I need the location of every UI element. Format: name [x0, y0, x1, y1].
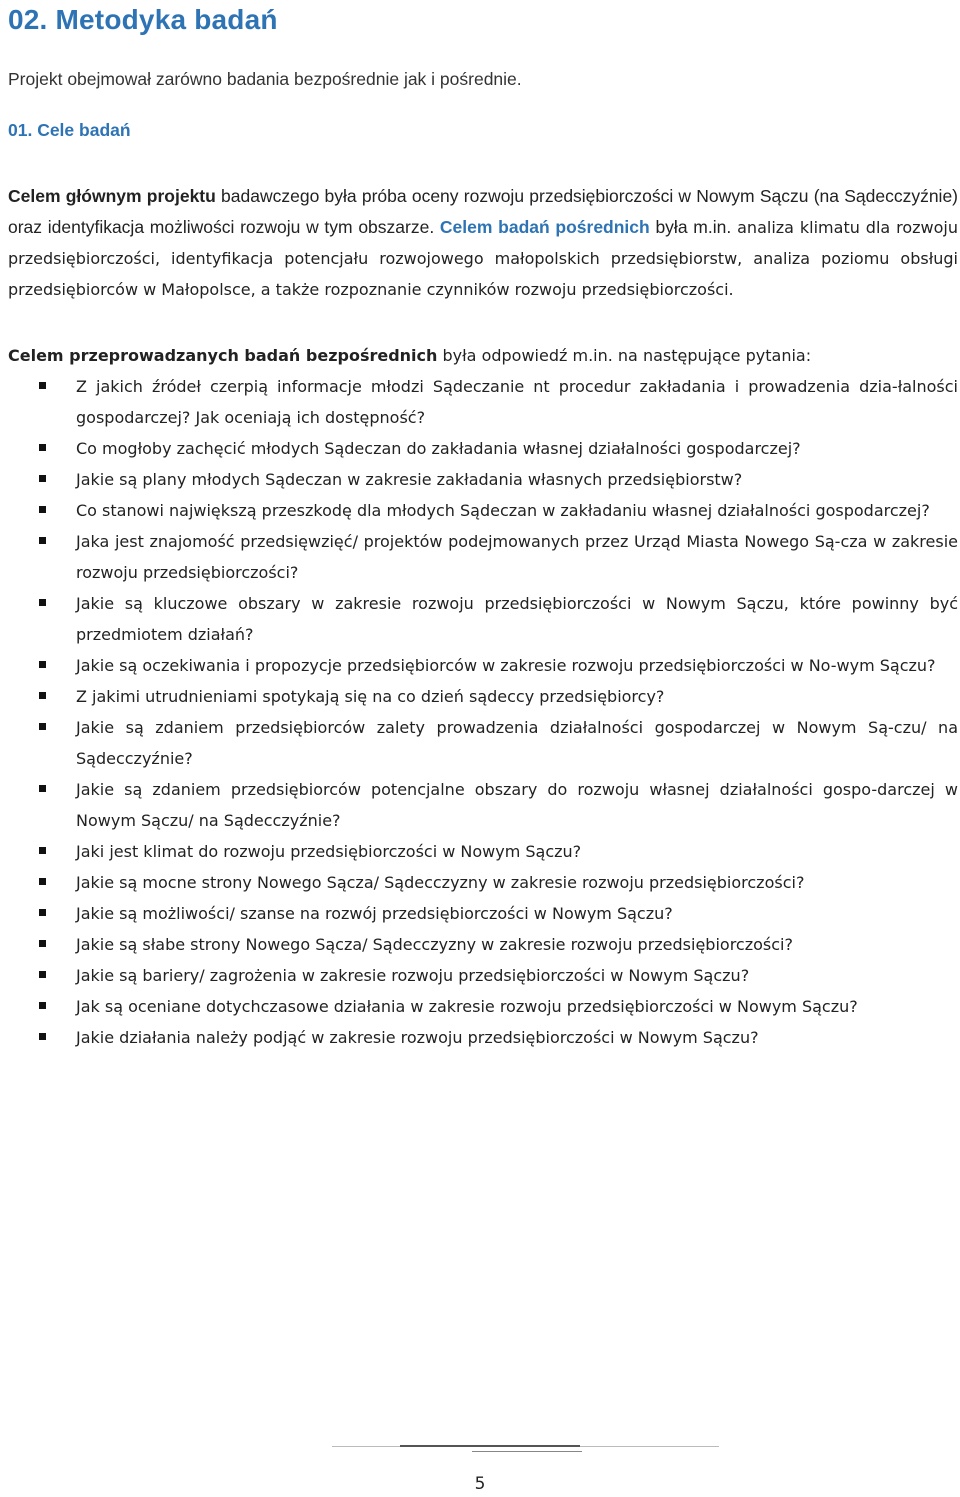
list-item: [8, 433, 958, 464]
question-text: Jakie są plany młodych Sądeczan w zakresie zakładania własnych przedsiębiorstw?: [76, 470, 743, 489]
question-text: Jakie są mocne strony Nowego Sącza/ Sądecczyzny w zakresie rozwoju przedsiębiorczości?: [76, 873, 805, 892]
direct-goal-text: była odpowiedź m.in. na następujące pytania:: [437, 346, 812, 365]
subsection-heading: 01. Cele badań: [8, 120, 131, 140]
list-item: [8, 588, 958, 650]
list-item: [8, 836, 958, 867]
list-item: [8, 991, 958, 1022]
question-text: Co mogłoby zachęcić młodych Sądeczan do zakładania własnej działalności gospodarczej?: [76, 439, 801, 458]
square-bullet-icon: [39, 785, 46, 792]
main-goal-paragraph: [8, 181, 958, 305]
footer-rule-short: [472, 1451, 582, 1452]
square-bullet-icon: [39, 909, 46, 916]
direct-goal-label: Celem przeprowadzanych badań bezpośrednich: [8, 346, 438, 365]
intro-text: Projekt obejmował zarówno badania bezpośrednie jak i pośrednie.: [8, 69, 522, 89]
list-item: [8, 960, 958, 991]
main-goal-text: badawczego była próba oceny rozwoju przedsiębiorczości w Nowym Sączu (na Sądecczyźnie) oraz identyfikacja możliwości rozwoju w tym obszarze.: [8, 186, 959, 237]
list-item: [8, 712, 958, 774]
square-bullet-icon: [39, 692, 46, 699]
list-item: [8, 1022, 958, 1053]
question-text: Jaki jest klimat do rozwoju przedsiębiorczości w Nowym Sączu?: [76, 842, 582, 861]
square-bullet-icon: [39, 971, 46, 978]
square-bullet-icon: [39, 475, 46, 482]
footer-rule-thick: [400, 1445, 580, 1447]
square-bullet-icon: [39, 723, 46, 730]
question-text: Z jakimi utrudnieniami spotykają się na co dzień sądeccy przedsiębiorcy?: [76, 687, 665, 706]
list-item: [8, 774, 958, 836]
list-item: [8, 681, 958, 712]
question-text: Jakie są zdaniem przedsiębiorców zalety prowadzenia działalności gospodarczej w Nowym Są-czu/ na Sądecczyźnie?: [76, 718, 958, 768]
question-text: Jakie są zdaniem przedsiębiorców potencjalne obszary do rozwoju własnej działalności gospo-darczej w Nowym Sączu/ na Sądecczyźnie?: [76, 780, 958, 830]
section-heading: 02. Metodyka badań: [8, 4, 278, 35]
square-bullet-icon: [39, 1033, 46, 1040]
square-bullet-icon: [39, 940, 46, 947]
indirect-goal-text: analiza klimatu dla rozwoju przedsiębiorczości, identyfikacja potencjału rozwojowego małopolskich przedsiębiorstw, analiza poziomu obsługi przedsiębiorców w Małopolsce, a także rozpoznanie czynników rozwoju przedsiębiorczości.: [8, 218, 959, 299]
indirect-goal-label: Celem badań pośrednich: [439, 217, 650, 237]
research-questions-list: [8, 371, 958, 1053]
question-text: Jakie działania należy podjąć w zakresie rozwoju przedsiębiorczości w Nowym Sączu?: [76, 1028, 759, 1047]
list-item: [8, 898, 958, 929]
list-item: [8, 650, 958, 681]
question-text: Jakie są bariery/ zagrożenia w zakresie rozwoju przedsiębiorczości w Nowym Sączu?: [76, 966, 750, 985]
main-goal-label: Celem głównym projektu: [8, 186, 216, 206]
square-bullet-icon: [39, 444, 46, 451]
list-item: [8, 526, 958, 588]
indirect-goal-connector: była m.in.: [649, 217, 732, 237]
direct-goal-paragraph: [8, 340, 958, 371]
question-text: Jakie są słabe strony Nowego Sącza/ Sądecczyzny w zakresie rozwoju przedsiębiorczości?: [76, 935, 793, 954]
question-text: Jaka jest znajomość przedsięwzięć/ projektów podejmowanych przez Urząd Miasta Nowego Są-cza w zakresie rozwoju przedsiębiorczości?: [76, 532, 958, 582]
square-bullet-icon: [39, 537, 46, 544]
page-number: 5: [474, 1474, 486, 1494]
square-bullet-icon: [39, 1002, 46, 1009]
square-bullet-icon: [39, 878, 46, 885]
question-text: Jakie są możliwości/ szanse na rozwój przedsiębiorczości w Nowym Sączu?: [76, 904, 673, 923]
square-bullet-icon: [39, 599, 46, 606]
list-item: [8, 495, 958, 526]
square-bullet-icon: [39, 661, 46, 668]
list-item: [8, 867, 958, 898]
list-item: [8, 371, 958, 433]
question-text: Jakie są kluczowe obszary w zakresie rozwoju przedsiębiorczości w Nowym Sączu, które powinny być przedmiotem działań?: [76, 594, 958, 644]
list-item: [8, 929, 958, 960]
question-text: Co stanowi największą przeszkodę dla młodych Sądeczan w zakładaniu własnej działalności gospodarczej?: [76, 501, 930, 520]
question-text: Jak są oceniane dotychczasowe działania w zakresie rozwoju przedsiębiorczości w Nowym Sączu?: [76, 997, 858, 1016]
square-bullet-icon: [39, 847, 46, 854]
list-item: [8, 464, 958, 495]
question-text: Jakie są oczekiwania i propozycje przedsiębiorców w zakresie rozwoju przedsiębiorczości w No-wym Sączu?: [76, 656, 936, 675]
square-bullet-icon: [39, 506, 46, 513]
question-text: Z jakich źródeł czerpią informacje młodzi Sądeczanie nt procedur zakładania i prowadzenia dzia-łalności gospodarczej? Jak oceniają ich dostępność?: [76, 377, 958, 427]
square-bullet-icon: [39, 382, 46, 389]
footer-divider: [332, 1444, 719, 1454]
